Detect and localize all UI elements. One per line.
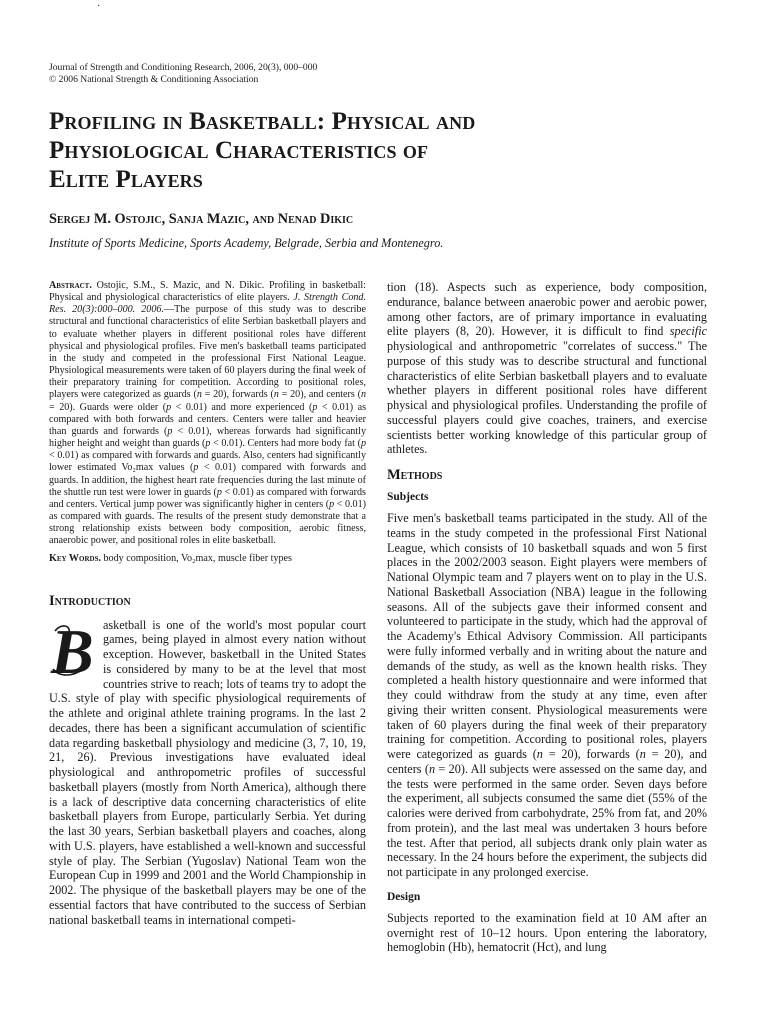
design-heading: Design: [387, 890, 421, 903]
keywords-label: Key Words.: [49, 553, 101, 565]
stat-symbol: p: [312, 401, 318, 413]
author-list: Sergej M. Ostojic, Sanja Mazic, and Nenad Dikic: [49, 211, 354, 227]
time-suffix: AM: [642, 910, 662, 925]
introduction-continued: [387, 280, 707, 457]
introduction-body: asketball is one of the world's most popular court games, being played in almost every nation without exception. However, basketball in the United States is considered by many to be at the level that most countries strive to reach; lots of teams try to adopt the U.S. style of play with specific physiological requirements of the athlete and original athlete training programs. In the last 2 decades, there has been a significant accumulation of scientific data regarding basketball physiology and medicine (3, 7, 10, 19, 21, 26). Previous investigations have evaluated ideal physiological and anthropometric profiles of successful basketball players (mostly from North America), although there is a lack of descriptive data concerning characteristics of elite basketball players from Europe, particularly Serbia. Yet during the last 30 years, Serbian basketball players and coaches, along with U.S. players, have established a well-known and successful style of play. The Serbian (Yugoslav) National Team won the European Cup in 1999 and 2001 and the World Championship in 2002. The physique of the basketball players may be one of the essential factors that have contributed to the success of Serbian national basketball teams in international competi-: [49, 617, 366, 927]
abstract-text: < 0.01). Centers had more body fat (: [210, 438, 361, 450]
abstract-text: < 0.01) compared with forwards and guards. In addition, the highest heart rate frequencies during the last minute of the shuttle run test were lower in guards (: [49, 462, 367, 498]
design-text: [387, 911, 707, 955]
stat-symbol: p: [193, 462, 199, 474]
stat-symbol: p: [166, 401, 172, 413]
abstract-text: = 20), forwards (: [201, 389, 274, 401]
abstract-text: < 0.01) and more experienced (: [171, 401, 313, 413]
introduction-text: [49, 618, 366, 928]
abstract-text: = 20), and centers (: [278, 389, 361, 401]
paragraph-text: = 20), and centers (: [387, 747, 708, 776]
paragraph-text: physiological and anthropometric "correlates of success." The purpose of this study was to describe structural and functional characteristics of elite Serbian basketball players and to evaluate whether players in different positional roles have different physical and physiological profiles. Understanding the profile of successful players could give coaches, trainers, and exercise scientists better working knowledge of this particular group of athletes.: [387, 339, 707, 457]
abstract: [49, 280, 366, 547]
journal-copyright: © 2006 National Strength & Conditioning Association: [49, 74, 259, 86]
abstract-text: Ostojic, S.M., S. Mazic, and N. Dikic. Profiling in basketball: Physical and physiological characteristics of elite players.: [49, 280, 366, 304]
abstract-label: Abstract.: [49, 280, 92, 291]
stat-symbol: p: [329, 498, 335, 510]
journal-header: [49, 62, 709, 87]
stat-symbol: p: [216, 486, 222, 498]
title-line: Elite Players: [49, 166, 203, 193]
abstract-text: < 0.01), whereas forwards had significantly higher height and weight than guards (: [49, 425, 366, 450]
methods-heading: Methods: [387, 467, 443, 483]
subjects-heading: Subjects: [387, 491, 429, 503]
paragraph-text: Five men's basketball teams participated in the study. All of the teams in the study competed in the professional First National League, which consists of 10 basketball squads and won 5 first places in the 2002/2003 season. Eight players were members of National Olympic team and 7 players went on to play in the U.S. National Basketball Association (NBA) league in the following seasons. All of the subjects gave their informed consent and volunteered to participate in the study, which had the approval of the Academy's Ethical Advisory Commission. All participants were fully informed verbally and in writing about the nature and demands of the study, as well as the known health risks. They completed a health history questionnaire and were informed that they could withdraw from the study at any time, even after giving their written consent. Physiological measurements were taken of 60 players during the final week of their preparatory training for competition. According to positional roles, players were categorized as guards (: [387, 511, 707, 761]
abstract-text: < 0.01) as compared with forwards and centers. Vertical jump power was significantly higher in centers (: [49, 486, 366, 510]
article-title: [49, 107, 729, 194]
emphasis-text: specific: [669, 324, 707, 339]
stat-symbol: p: [205, 438, 211, 450]
stat-symbol: p: [360, 438, 366, 450]
scan-speck: ·: [97, 1, 101, 12]
stat-symbol: n: [273, 389, 279, 401]
title-line: Profiling in Basketball: Physical and: [49, 108, 476, 135]
introduction-heading: Introduction: [49, 592, 131, 609]
abstract-text: < 0.01) as compared with forwards and guards. Also, centers had significantly lower estimated Vo₂max values (: [49, 450, 366, 474]
abstract-text: —The purpose of this study was to describe structural and functional characteristics of elite Serbian basketball players and to evaluate whether players in different positional roles have different physical and physiological profiles. Five men's basketball teams participated in the study and competed in the professional First National League. Physiological measurements were taken of 60 players during the final week of their preparatory training for competition. According to positional roles, players were categorized as guards (: [49, 304, 367, 401]
paragraph-text: = 20). All subjects were assessed on the same day, and the tests were performed in the same order. Seven days before the experiment, all subjects consumed the same diet (55% of the calories were derived from carbohydrate, 25% from fat, and 20% from protein), and the last meal was undertaken 3 hours before the test. After that period, all subjects drank only plain water as necessary. In the 24 hours before the experiment, the subjects did not participate in any prolonged exercise.: [387, 761, 707, 879]
dropcap-glyph: B: [51, 620, 94, 679]
stat-symbol: n: [536, 747, 543, 761]
abstract-text: < 0.01) as compared with guards. The results of the present study demonstrate that a strong relationship exists between body composition, aerobic fitness, anaerobic power, and positional roles in elite basketball.: [49, 498, 366, 547]
dropcap-letter-icon: [49, 621, 95, 679]
abstract-text: < 0.01) as compared with both forwards and centers. Centers were taller and heavier than guards and forwards (: [49, 401, 367, 437]
keywords-text: body composition, Vo₂max, muscle fiber types: [100, 553, 292, 565]
affiliation: Institute of Sports Medicine, Sports Academy, Belgrade, Serbia and Montenegro.: [49, 236, 444, 250]
abstract-text: = 20). Guards were older (: [49, 401, 167, 413]
stat-symbol: n: [428, 761, 436, 776]
keywords: [49, 553, 366, 565]
stat-symbol: p: [167, 425, 173, 437]
left-column: [49, 280, 366, 927]
subjects-text: [387, 511, 707, 880]
journal-reference: J. Strength Cond. Res. 20(3):000–000. 2006.: [49, 292, 366, 316]
stat-symbol: n: [360, 389, 366, 401]
stat-symbol: n: [196, 389, 202, 401]
right-column: [387, 280, 707, 955]
paragraph-text: tion (18). Aspects such as experience, body composition, endurance, balance between anaerobic power and aerobic power, among other factors, are of primary importance in evaluating elite players (8, 20). However, it is difficult to find: [387, 280, 707, 339]
journal-citation: Journal of Strength and Conditioning Research, 2006, 20(3), 000–000: [49, 62, 318, 73]
title-line: Physiological Characteristics of: [49, 137, 429, 164]
paragraph-text: = 20), forwards (: [542, 747, 640, 761]
paragraph-text: after an overnight rest of 10–12 hours. Upon entering the laboratory, hemoglobin (Hb), hematocrit (Hct), and lung: [387, 910, 707, 955]
stat-symbol: n: [639, 747, 646, 761]
paragraph-text: Subjects reported to the examination field at 10: [387, 910, 643, 925]
